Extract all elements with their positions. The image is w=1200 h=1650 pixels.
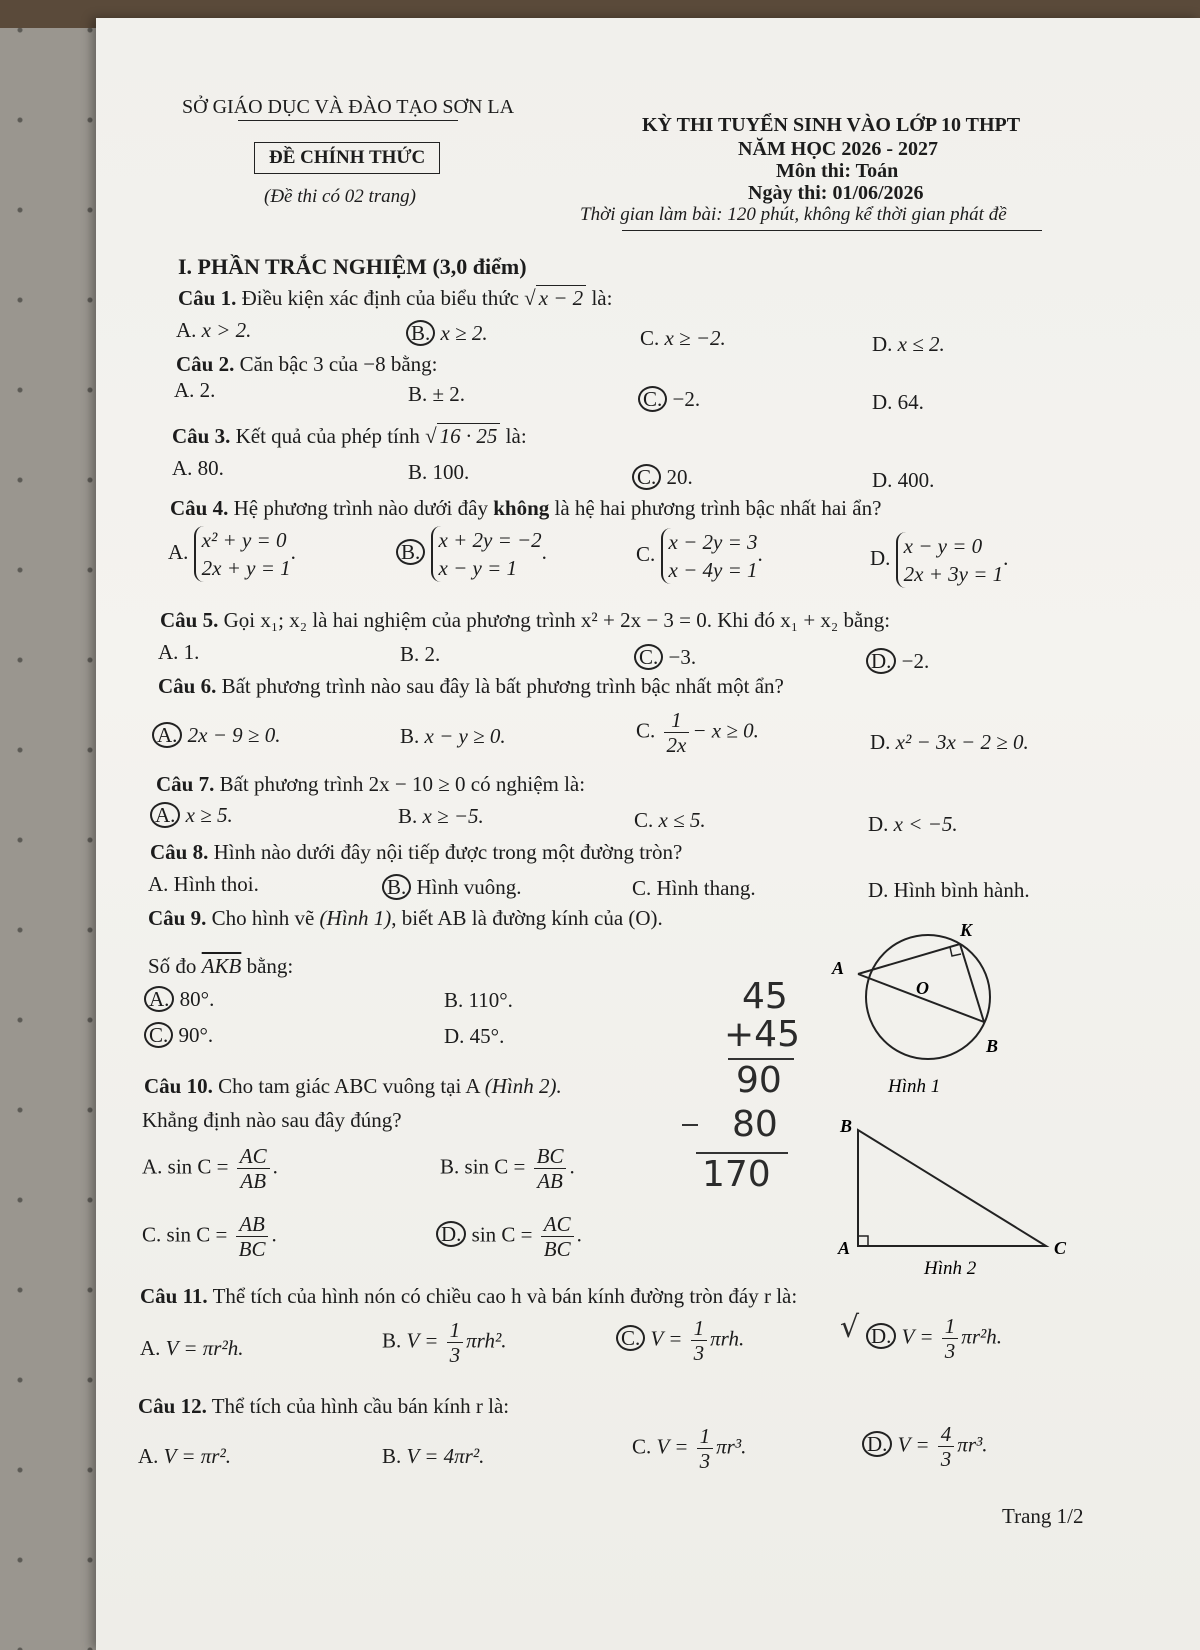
q2-option-d[interactable]: D. 64.	[872, 390, 924, 414]
question-2: Câu 2. Căn bậc 3 của −8 bằng:	[176, 352, 438, 376]
q1-option-d[interactable]: D. x ≤ 2.	[872, 332, 945, 356]
q5-option-c[interactable]: C. −3.	[634, 644, 696, 670]
q4-option-b[interactable]: B. x + 2y = −2 x − y = 1.	[396, 526, 547, 582]
question-10: Câu 10. Cho tam giác ABC vuông tại A (Hình 2).	[144, 1074, 562, 1098]
q3-option-b[interactable]: B. 100.	[408, 460, 470, 484]
fig2-label-b: B	[840, 1116, 853, 1136]
fig1-chord-ak	[858, 944, 960, 974]
question-1: Câu 1. Điều kiện xác định của biểu thức √ x − 2 là:	[178, 286, 613, 310]
q7-option-c[interactable]: C. x ≤ 5.	[634, 808, 706, 832]
q4-option-a[interactable]: A. x² + y = 0 2x + y = 1.	[168, 528, 296, 580]
q5-option-b[interactable]: B. 2.	[400, 642, 441, 666]
q6-option-d[interactable]: D. x² − 3x − 2 ≥ 0.	[870, 730, 1029, 754]
q4-c-system: x − 2y = 3 x − 4y = 1	[661, 528, 758, 584]
q5-option-d[interactable]: D. −2.	[866, 648, 929, 674]
handwriting-check: √	[840, 1310, 860, 1345]
q12-option-b[interactable]: B. V = 4πr².	[382, 1444, 485, 1468]
question-7: Câu 7. Bất phương trình 2x − 10 ≥ 0 có nghiệm là:	[156, 772, 586, 796]
question-11: Câu 11. Thể tích của hình nón có chiều cao h và bán kính đường tròn đáy r là:	[140, 1284, 798, 1308]
q8-option-c[interactable]: C. Hình thang.	[632, 876, 756, 900]
handwriting-90: 90	[736, 1060, 782, 1101]
fig2-label-c: C	[1054, 1238, 1067, 1258]
q1-option-c[interactable]: C. x ≥ −2.	[640, 326, 726, 350]
q3-option-c[interactable]: C. 20.	[632, 464, 693, 490]
q3-option-d[interactable]: D. 400.	[872, 468, 935, 492]
exam-duration: Thời gian làm bài: 120 phút, không kể thời gian phát đề	[580, 204, 1007, 225]
q2-option-a[interactable]: A. 2.	[174, 378, 216, 402]
exam-date: Ngày thi: 01/06/2026	[748, 182, 924, 204]
q10-c-fraction: $\frac{AB}{BC}$	[236, 1212, 269, 1261]
q4-option-c[interactable]: C. x − 2y = 3 x − 4y = 1.	[636, 530, 763, 582]
q11-c-fraction: $\frac{1}{3}$	[691, 1316, 708, 1365]
q6-c-fraction: $\frac{1}{2x}$	[664, 708, 690, 757]
q7-option-b[interactable]: B. x ≥ −5.	[398, 804, 484, 828]
q1-option-a[interactable]: A. x > 2.	[176, 318, 252, 342]
q10-option-a[interactable]: A. sin C = $\frac{AC}{AB}$ .	[142, 1144, 278, 1193]
q1-option-b[interactable]: B. x ≥ 2.	[406, 320, 488, 346]
fig1-caption: Hình 1	[888, 1076, 941, 1097]
q5-option-a[interactable]: A. 1.	[158, 640, 200, 664]
figure-2	[824, 1108, 1094, 1288]
department-name: SỞ GIÁO DỤC VÀ ĐÀO TẠO SƠN LA	[182, 96, 515, 118]
fig1-chord-kb	[960, 944, 984, 1022]
handwriting-plus-stroke	[682, 1124, 698, 1126]
handwriting-plus-45: +45	[724, 1014, 800, 1055]
q6-option-c[interactable]: C. $\frac{1}{2x}$ − x ≥ 0.	[636, 708, 759, 757]
q10-d-fraction: $\frac{AC}{BC}$	[541, 1212, 574, 1261]
page-number: Trang 1/2	[1002, 1504, 1084, 1528]
q12-option-c[interactable]: C. V = $\frac{1}{3}$ πr³.	[632, 1424, 747, 1473]
fig2-label-a: A	[838, 1238, 851, 1258]
q6-option-b[interactable]: B. x − y ≥ 0.	[400, 724, 506, 748]
q4-d-system: x − y = 0 2x + 3y = 1	[896, 532, 1003, 588]
q9-option-c[interactable]: C. 90°.	[144, 1022, 213, 1048]
q6-option-a[interactable]: A. 2x − 9 ≥ 0.	[152, 722, 280, 748]
department-underline	[238, 120, 458, 121]
q9-option-d[interactable]: D. 45°.	[444, 1024, 505, 1048]
q9-option-a[interactable]: A. 80°.	[144, 986, 214, 1012]
q11-b-fraction: $\frac{1}{3}$	[447, 1318, 464, 1367]
q8-option-b[interactable]: B. Hình vuông.	[382, 874, 522, 900]
fig1-label-k: K	[960, 920, 973, 940]
q10-b-fraction: $\frac{BC}{AB}$	[534, 1144, 567, 1193]
fig2-triangle	[858, 1130, 1046, 1246]
fig2-caption: Hình 2	[924, 1258, 977, 1279]
handwriting-170: 170	[702, 1154, 771, 1195]
question-3: Câu 3. Kết quả của phép tính √ 16 · 25 là:	[172, 424, 527, 448]
q11-option-b[interactable]: B. V = $\frac{1}{3}$ πrh².	[382, 1318, 507, 1367]
q9-option-b[interactable]: B. 110°.	[444, 988, 513, 1012]
q10-option-b[interactable]: B. sin C = $\frac{BC}{AB}$ .	[440, 1144, 575, 1193]
q10-a-fraction: $\frac{AC}{AB}$	[237, 1144, 270, 1193]
school-year: NĂM HỌC 2026 - 2027	[738, 138, 938, 160]
fig2-right-angle	[858, 1236, 868, 1246]
exam-subject: Môn thi: Toán	[776, 160, 899, 182]
official-label: ĐỀ CHÍNH THỨC	[254, 142, 440, 174]
section-title: I. PHẦN TRẮC NGHIỆM (3,0 điểm)	[178, 254, 527, 279]
q3-option-a[interactable]: A. 80.	[172, 456, 224, 480]
question-9-line2: Số đo $\overline{AKB}$ bằng:	[148, 954, 294, 978]
q7-option-d[interactable]: D. x < −5.	[868, 812, 958, 836]
fig1-label-o: O	[916, 978, 929, 998]
question-9: Câu 9. Cho hình vẽ (Hình 1), biết AB là đường kính của (O).	[148, 906, 663, 930]
q2-option-b[interactable]: B. ± 2.	[408, 382, 466, 406]
fig1-label-b: B	[986, 1036, 999, 1056]
q11-option-d[interactable]: D. V = $\frac{1}{3}$ πr²h.	[866, 1314, 1002, 1363]
figure-1	[824, 914, 1004, 1104]
q12-c-fraction: $\frac{1}{3}$	[697, 1424, 714, 1473]
question-8: Câu 8. Hình nào dưới đây nội tiếp được trong một đường tròn?	[150, 840, 683, 864]
q11-d-fraction: $\frac{1}{3}$	[942, 1314, 959, 1363]
q11-option-a[interactable]: A. V = πr²h.	[140, 1336, 244, 1360]
q4-b-system: x + 2y = −2 x − y = 1	[431, 526, 542, 582]
fig1-right-angle	[950, 947, 961, 956]
q12-option-d[interactable]: D. V = $\frac{4}{3}$ πr³.	[862, 1422, 988, 1471]
q10-option-c[interactable]: C. sin C = $\frac{AB}{BC}$ .	[142, 1212, 277, 1261]
question-10-line2: Khẳng định nào sau đây đúng?	[142, 1108, 402, 1132]
question-4: Câu 4. Hệ phương trình nào dưới đây không là hệ hai phương trình bậc nhất hai ẩn?	[170, 496, 882, 520]
q2-option-c[interactable]: C. −2.	[638, 386, 700, 412]
question-5: Câu 5. Gọi x₁; x₂ là hai nghiệm của phương trình x² + 2x − 3 = 0. Khi đó x₁ + x₂ bằng:	[160, 608, 891, 632]
exam-paper	[96, 18, 1200, 1650]
question-12: Câu 12. Thể tích của hình cầu bán kính r là:	[138, 1394, 510, 1418]
exam-title: KỲ THI TUYỂN SINH VÀO LỚP 10 THPT	[642, 114, 1021, 136]
q10-option-d[interactable]: D. sin C = $\frac{AC}{BC}$ .	[436, 1212, 582, 1261]
q8-option-d[interactable]: D. Hình bình hành.	[868, 878, 1030, 902]
handwriting-45: 45	[742, 976, 788, 1017]
question-6: Câu 6. Bất phương trình nào sau đây là bất phương trình bậc nhất một ẩn?	[158, 674, 784, 698]
duration-underline	[622, 230, 1042, 231]
pages-note: (Đề thi có 02 trang)	[264, 186, 416, 207]
q12-d-fraction: $\frac{4}{3}$	[938, 1422, 955, 1471]
q4-a-system: x² + y = 0 2x + y = 1	[194, 526, 291, 582]
q4-option-d[interactable]: D. x − y = 0 2x + 3y = 1.	[870, 534, 1009, 586]
handwriting-80: 80	[732, 1104, 778, 1145]
q12-option-a[interactable]: A. V = πr².	[138, 1444, 232, 1468]
q8-option-a[interactable]: A. Hình thoi.	[148, 872, 259, 896]
q11-option-c[interactable]: C. V = $\frac{1}{3}$ πrh.	[616, 1316, 744, 1365]
q7-option-a[interactable]: A. x ≥ 5.	[150, 802, 233, 828]
fig1-label-a: A	[832, 958, 845, 978]
